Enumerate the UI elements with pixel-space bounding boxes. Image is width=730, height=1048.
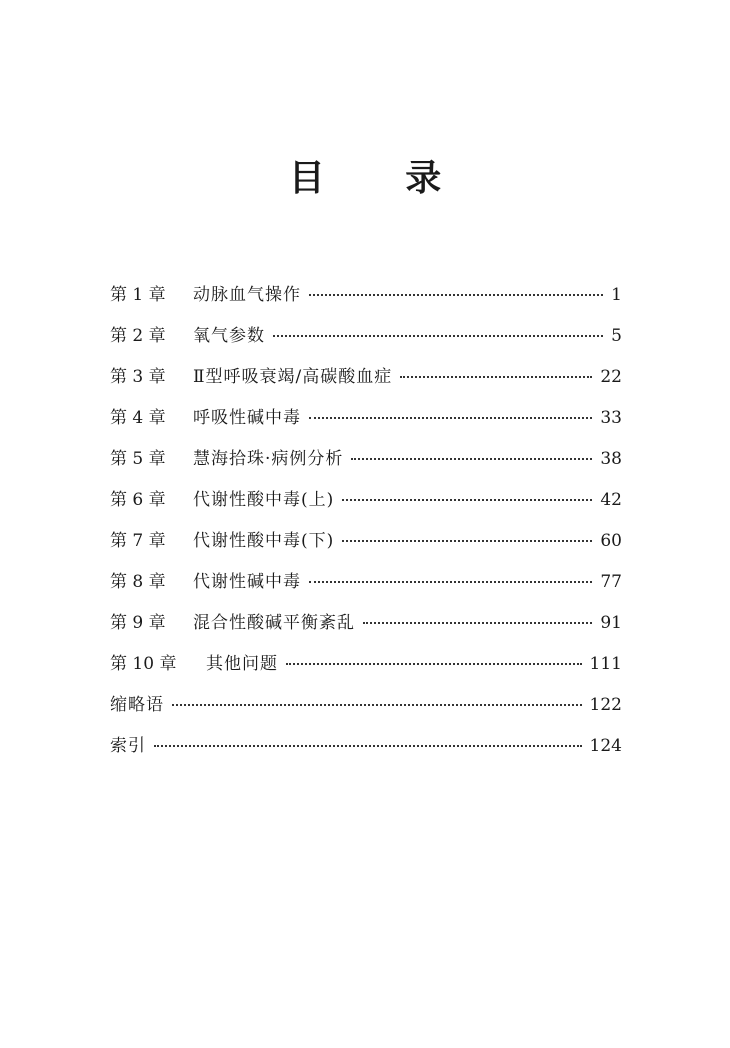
toc-entry[interactable] xyxy=(110,731,622,772)
page-number: 60 xyxy=(600,531,622,551)
dot-leader xyxy=(342,539,592,542)
dot-leader xyxy=(309,416,592,419)
dot-leader xyxy=(351,457,592,460)
dot-leader xyxy=(309,580,592,583)
chapter-number: 第 1 章 xyxy=(110,285,166,305)
page-number: 91 xyxy=(600,613,622,633)
chapter-title: 慧海拾珠·病例分析 xyxy=(193,449,344,469)
toc-entry[interactable] xyxy=(110,649,622,690)
chapter-title: 代谢性碱中毒 xyxy=(193,572,301,592)
chapter-title: 其他问题 xyxy=(206,654,278,674)
chapter-number: 第 4 章 xyxy=(110,408,166,428)
chapter-number: 第 7 章 xyxy=(110,531,166,551)
dot-leader xyxy=(154,744,582,747)
dot-leader xyxy=(172,703,582,706)
chapter-number: 第 9 章 xyxy=(110,613,166,633)
page-number: 111 xyxy=(589,654,622,674)
toc-entry[interactable] xyxy=(110,403,622,444)
page-number: 124 xyxy=(589,736,622,756)
dot-leader xyxy=(363,621,592,624)
toc-entry[interactable] xyxy=(110,608,622,649)
page-title: 目 录 xyxy=(288,158,476,199)
section-title: 索引 xyxy=(110,736,146,756)
page-number: 38 xyxy=(600,449,622,469)
chapter-title: 代谢性酸中毒(下) xyxy=(193,531,335,551)
page-number: 5 xyxy=(611,326,622,346)
toc-entry[interactable] xyxy=(110,485,622,526)
dot-leader xyxy=(342,498,592,501)
page-number: 1 xyxy=(611,285,622,305)
chapter-title: 混合性酸碱平衡紊乱 xyxy=(193,613,355,633)
dot-leader xyxy=(286,662,582,665)
toc-entry[interactable] xyxy=(110,362,622,403)
dot-leader xyxy=(400,375,592,378)
table-of-contents xyxy=(110,280,622,772)
page-number: 33 xyxy=(600,408,622,428)
chapter-number: 第 5 章 xyxy=(110,449,166,469)
chapter-title: 代谢性酸中毒(上) xyxy=(193,490,335,510)
toc-entry[interactable] xyxy=(110,444,622,485)
chapter-title: Ⅱ型呼吸衰竭/高碳酸血症 xyxy=(193,367,393,387)
dot-leader xyxy=(273,334,603,337)
chapter-number: 第 6 章 xyxy=(110,490,166,510)
toc-entry[interactable] xyxy=(110,526,622,567)
chapter-number: 第 3 章 xyxy=(110,367,166,387)
chapter-title: 呼吸性碱中毒 xyxy=(193,408,301,428)
section-title: 缩略语 xyxy=(110,695,164,715)
chapter-number: 第 10 章 xyxy=(110,654,177,674)
toc-entry[interactable] xyxy=(110,567,622,608)
page-number: 42 xyxy=(600,490,622,510)
chapter-number: 第 2 章 xyxy=(110,326,166,346)
page-number: 22 xyxy=(600,367,622,387)
toc-entry[interactable] xyxy=(110,280,622,321)
page-number: 77 xyxy=(600,572,622,592)
toc-entry[interactable] xyxy=(110,690,622,731)
chapter-title: 动脉血气操作 xyxy=(193,285,301,305)
toc-entry[interactable] xyxy=(110,321,622,362)
page-number: 122 xyxy=(589,695,622,715)
dot-leader xyxy=(309,293,603,296)
chapter-title: 氧气参数 xyxy=(193,326,265,346)
chapter-number: 第 8 章 xyxy=(110,572,166,592)
